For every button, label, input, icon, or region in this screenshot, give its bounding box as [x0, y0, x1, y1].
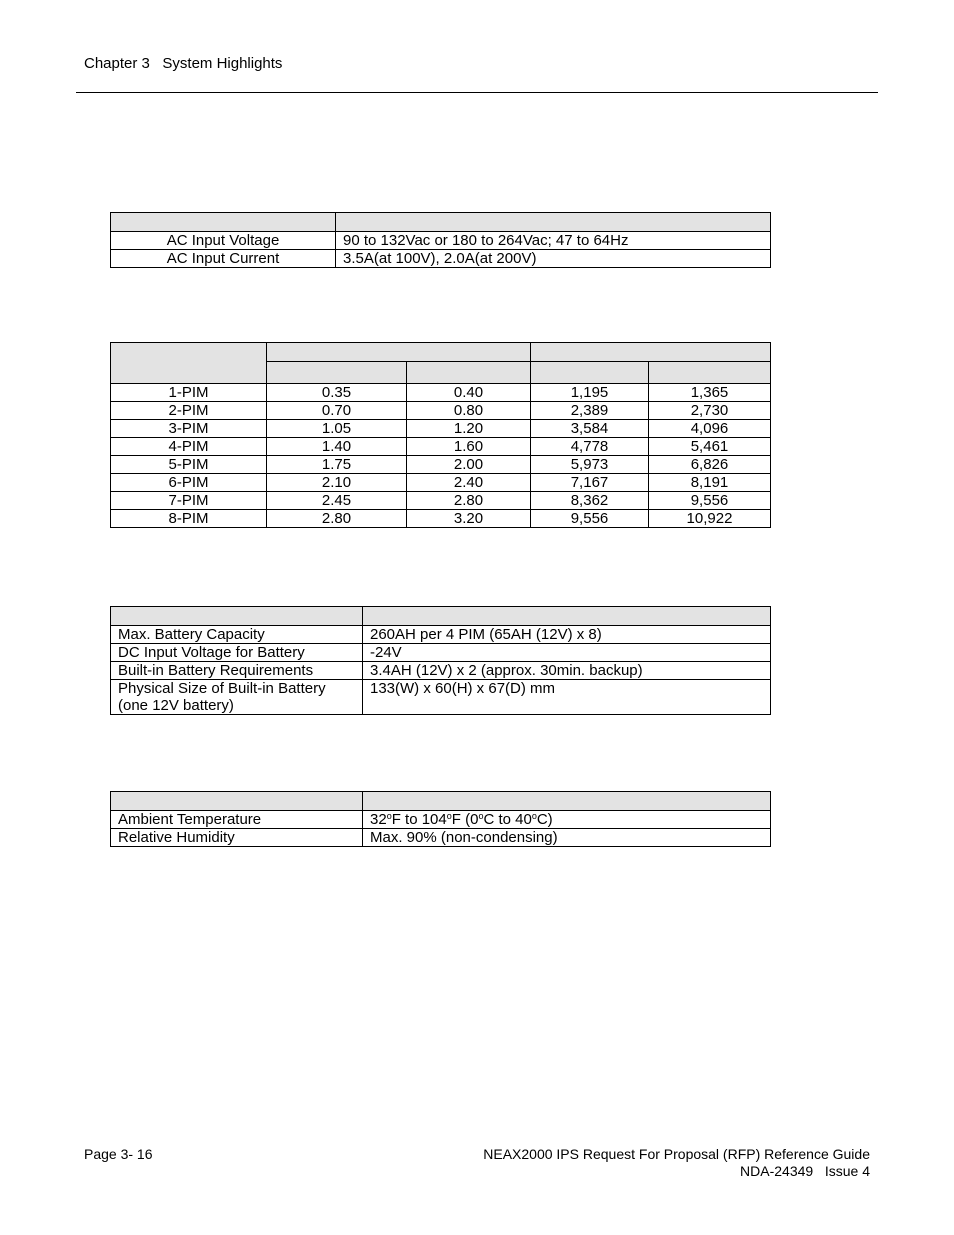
label-line: (one 12V battery) [118, 697, 234, 714]
table-cell-value: 0.80 [407, 402, 531, 420]
table-row [111, 420, 771, 438]
table-cell-label: AC Input Voltage [111, 232, 336, 250]
table-cell-value: 2.80 [407, 492, 531, 510]
table-cell-value: 9,556 [531, 510, 649, 528]
table-cell-value: 4,778 [531, 438, 649, 456]
table-row [111, 250, 771, 268]
table-cell-value: -24V [363, 644, 771, 662]
table-cell-label: Max. Battery Capacity [111, 626, 363, 644]
pim-table-body [111, 384, 771, 528]
table-cell-value: 32$^o$F to 104$^o$F (0$^o$C to 40$^o$C) [363, 811, 771, 829]
table-header-row [111, 343, 771, 362]
table-cell-label: 2-PIM [111, 402, 267, 420]
table-cell-value: 10,922 [649, 510, 771, 528]
table-cell-value: 2,730 [649, 402, 771, 420]
table-cell-label: 4-PIM [111, 438, 267, 456]
table-row [111, 644, 771, 662]
table-cell-value: 0.35 [267, 384, 407, 402]
table-cell-value: 5,973 [531, 456, 649, 474]
table-cell-value: 8,362 [531, 492, 649, 510]
table-cell-value: 0.40 [407, 384, 531, 402]
table-row [111, 384, 771, 402]
table-cell-value: 2.40 [407, 474, 531, 492]
table-cell-value: 1.75 [267, 456, 407, 474]
table-cell-value: 8,191 [649, 474, 771, 492]
table-cell-value: 260AH per 4 PIM (65AH (12V) x 8) [363, 626, 771, 644]
table-row [111, 474, 771, 492]
table-cell-value: 2,389 [531, 402, 649, 420]
doc-number: NDA-24349 [740, 1163, 814, 1179]
table-cell-value: 5,461 [649, 438, 771, 456]
table-row [111, 402, 771, 420]
table-row [111, 456, 771, 474]
table-cell-value: 4,096 [649, 420, 771, 438]
table-header-row [111, 792, 771, 811]
table-cell-value: 1.60 [407, 438, 531, 456]
table-cell-value: 3.4AH (12V) x 2 (approx. 30min. backup) [363, 662, 771, 680]
issue-label: Issue 4 [824, 1163, 870, 1179]
table-cell-value: 1.40 [267, 438, 407, 456]
table-row [111, 492, 771, 510]
table-row [111, 829, 771, 847]
table-cell-label: 1-PIM [111, 384, 267, 402]
table-cell-label [111, 680, 363, 715]
label-line: Physical Size of Built-in Battery [118, 680, 326, 697]
table-cell-value: 7,167 [531, 474, 649, 492]
table-cell-value: 133(W) x 60(H) x 67(D) mm [363, 680, 771, 715]
table-cell-label: AC Input Current [111, 250, 336, 268]
table-row [111, 680, 771, 715]
pim-power-table [110, 342, 771, 528]
table-cell-label: Ambient Temperature [111, 811, 363, 829]
environment-table [110, 791, 771, 847]
header-rule [76, 92, 878, 93]
table-cell-value: 9,556 [649, 492, 771, 510]
table-cell-label: DC Input Voltage for Battery [111, 644, 363, 662]
table-header-row [111, 213, 771, 232]
table-row [111, 438, 771, 456]
table-cell-value: 3.20 [407, 510, 531, 528]
battery-table [110, 606, 771, 715]
ac-input-table [110, 212, 771, 268]
section-title: System Highlights [162, 55, 283, 72]
table-cell-value: 1.05 [267, 420, 407, 438]
table-row [111, 232, 771, 250]
table-cell-value: 2.45 [267, 492, 407, 510]
table-cell-value: 0.70 [267, 402, 407, 420]
table-cell-value: Max. 90% (non-condensing) [363, 829, 771, 847]
table-cell-value: 6,826 [649, 456, 771, 474]
table-cell-value: 2.10 [267, 474, 407, 492]
table-cell-label: 6-PIM [111, 474, 267, 492]
table-cell-value: 2.00 [407, 456, 531, 474]
doc-id [483, 1163, 870, 1180]
table-header-row [111, 607, 771, 626]
table-cell-value: 3,584 [531, 420, 649, 438]
guide-title: NEAX2000 IPS Request For Proposal (RFP) Reference Guide [483, 1146, 870, 1162]
table-cell-label: 7-PIM [111, 492, 267, 510]
page-header [84, 55, 282, 72]
table-cell-label: 8-PIM [111, 510, 267, 528]
table-cell-value: 1,195 [531, 384, 649, 402]
table-cell-value: 90 to 132Vac or 180 to 264Vac; 47 to 64Hz [336, 232, 771, 250]
table-cell-value: 2.80 [267, 510, 407, 528]
page-footer [483, 1146, 870, 1180]
table-row [111, 510, 771, 528]
table-cell-label: 5-PIM [111, 456, 267, 474]
table-cell-label: Relative Humidity [111, 829, 363, 847]
table-cell-value: 1.20 [407, 420, 531, 438]
table-row [111, 811, 771, 829]
table-cell-label: Built-in Battery Requirements [111, 662, 363, 680]
table-row [111, 626, 771, 644]
chapter-label: Chapter 3 [84, 55, 150, 72]
table-cell-label: 3-PIM [111, 420, 267, 438]
table-cell-value: 1,365 [649, 384, 771, 402]
table-row [111, 662, 771, 680]
page-number: Page 3- 16 [84, 1146, 153, 1162]
table-cell-value: 3.5A(at 100V), 2.0A(at 200V) [336, 250, 771, 268]
